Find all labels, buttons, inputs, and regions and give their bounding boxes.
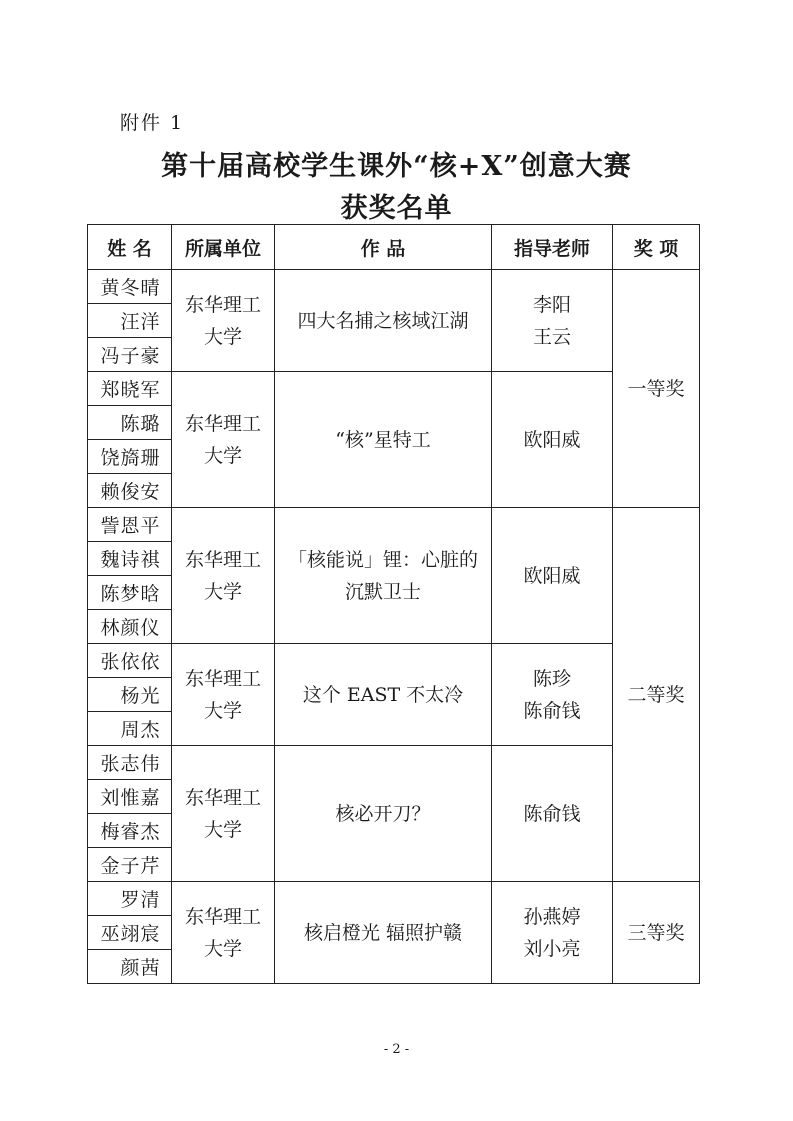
table-row xyxy=(88,270,700,304)
member-name: 杨光 xyxy=(88,678,172,712)
member-name: 张志伟 xyxy=(88,746,172,780)
team-teacher: 陈珍 陈俞钱 xyxy=(492,644,613,746)
member-name: 周杰 xyxy=(88,712,172,746)
team-unit: 东华理工 大学 xyxy=(172,270,275,372)
member-name: 林颜仪 xyxy=(88,610,172,644)
team-work: 核必开刀？ xyxy=(275,746,492,882)
table-header-row xyxy=(88,225,700,270)
member-name: 訾恩平 xyxy=(88,508,172,542)
team-teacher: 欧阳威 xyxy=(492,372,613,508)
table-row xyxy=(88,372,700,406)
header-name: 姓 名 xyxy=(88,225,172,270)
table-row xyxy=(88,882,700,916)
member-name: 陈璐 xyxy=(88,406,172,440)
page-number: - 2 - xyxy=(383,1042,410,1057)
member-name: 汪洋 xyxy=(88,304,172,338)
member-name: 颜茜 xyxy=(88,950,172,984)
table-row xyxy=(88,644,700,678)
member-name: 冯子豪 xyxy=(88,338,172,372)
member-name: 罗清 xyxy=(88,882,172,916)
member-name: 张依依 xyxy=(88,644,172,678)
team-work: 这个 EAST 不太冷 xyxy=(275,644,492,746)
header-prize: 奖 项 xyxy=(613,225,700,270)
team-work: “核”星特工 xyxy=(275,372,492,508)
team-teacher: 孙燕婷 刘小亮 xyxy=(492,882,613,984)
document-subtitle: 获奖名单 xyxy=(340,193,453,224)
team-work: 四大名捕之核域江湖 xyxy=(275,270,492,372)
header-teacher: 指导老师 xyxy=(492,225,613,270)
member-name: 赖俊安 xyxy=(88,474,172,508)
award-table xyxy=(87,224,700,984)
member-name: 郑晓军 xyxy=(88,372,172,406)
table-row xyxy=(88,508,700,542)
member-name: 魏诗祺 xyxy=(88,542,172,576)
member-name: 黄冬晴 xyxy=(88,270,172,304)
member-name: 饶旖珊 xyxy=(88,440,172,474)
header-unit: 所属单位 xyxy=(172,225,275,270)
member-name: 梅睿杰 xyxy=(88,814,172,848)
member-name: 刘惟嘉 xyxy=(88,780,172,814)
team-unit: 东华理工 大学 xyxy=(172,372,275,508)
header-work: 作 品 xyxy=(275,225,492,270)
prize-second: 二等奖 xyxy=(613,508,700,882)
attachment-label: 附件 1 xyxy=(120,112,185,134)
team-unit: 东华理工 大学 xyxy=(172,508,275,644)
team-teacher: 李阳 王云 xyxy=(492,270,613,372)
member-name: 巫翊宸 xyxy=(88,916,172,950)
team-teacher: 陈俞钱 xyxy=(492,746,613,882)
table-row xyxy=(88,746,700,780)
member-name: 金子芹 xyxy=(88,848,172,882)
team-unit: 东华理工 大学 xyxy=(172,746,275,882)
team-unit: 东华理工 大学 xyxy=(172,644,275,746)
team-work: 「核能说」锂：心脏的 沉默卫士 xyxy=(275,508,492,644)
document-title: 第十届高校学生课外“核+X”创意大赛 xyxy=(161,151,632,182)
prize-first: 一等奖 xyxy=(613,270,700,508)
prize-third: 三等奖 xyxy=(613,882,700,984)
team-teacher: 欧阳威 xyxy=(492,508,613,644)
member-name: 陈梦晗 xyxy=(88,576,172,610)
team-unit: 东华理工 大学 xyxy=(172,882,275,984)
team-work: 核启橙光 辐照护赣 xyxy=(275,882,492,984)
